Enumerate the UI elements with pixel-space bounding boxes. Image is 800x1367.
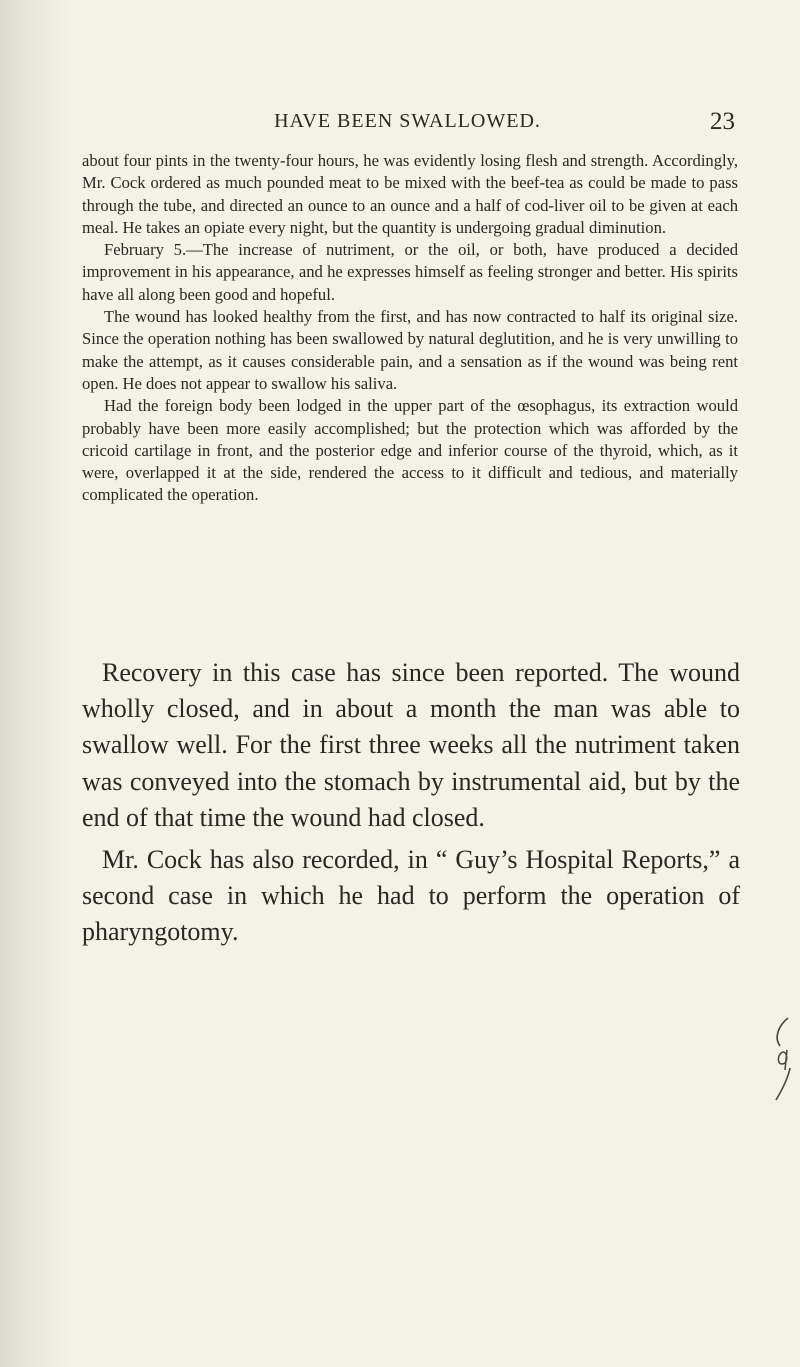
paragraph: Recovery in this case has since been reported. The wound wholly closed, and in about a month the man was able to swallow well. For the first three weeks all the nutriment taken was conveyed into the stomach by instrumental aid, but by the end of that time the wound had closed. — [82, 658, 740, 832]
running-title: HAVE BEEN SWALLOWED. — [274, 110, 541, 132]
paragraph: The wound has looked healthy from the first, and has now contracted to half its original size. Since the operation nothing has been swallowed by natural deglutition, and he is very unwilling to make the attempt, as it causes considerable pain, and a sensation as if the wound was being rent open. He does not appear to swallow his saliva. — [82, 307, 738, 393]
paragraph: February 5.—The increase of nutriment, or the oil, or both, have produced a decided improvement in his appearance, and he expresses himself as feeling stronger and better. His spirits have all along been good and hopeful. — [82, 240, 738, 304]
paragraph: about four pints in the twenty-four hours, he was evidently losing flesh and strength. Accordingly, Mr. Cock ordered as much pounded meat to be mixed with the beef-tea as could be made to pass through the tube, and directed an ounce to an ounce and a half of cod-liver oil to be given at each meal. He takes an opiate every night, but the quantity is undergoing gradual diminution. — [82, 151, 738, 237]
body-text-large — [82, 655, 740, 951]
handwritten-margin-mark — [768, 1012, 796, 1102]
paragraph: Had the foreign body been lodged in the upper part of the œsophagus, its extraction would probably have been more easily accomplished; but the protection which was afforded by the cricoid cartilage in front, and the posterior edge and inferior course of the thyroid, which, as it were, overlapped it at the side, rendered the access to it difficult and tedious, and materially complicated the operation. — [82, 396, 738, 505]
page-number: 23 — [710, 108, 735, 135]
page-gutter-shadow — [0, 0, 70, 1367]
paragraph: Mr. Cock has also recorded, in “ Guy’s Hospital Reports,” a second case in which he had to perform the operation of pharyngotomy. — [82, 845, 740, 947]
body-text-small — [82, 150, 738, 507]
page-header — [80, 110, 735, 140]
